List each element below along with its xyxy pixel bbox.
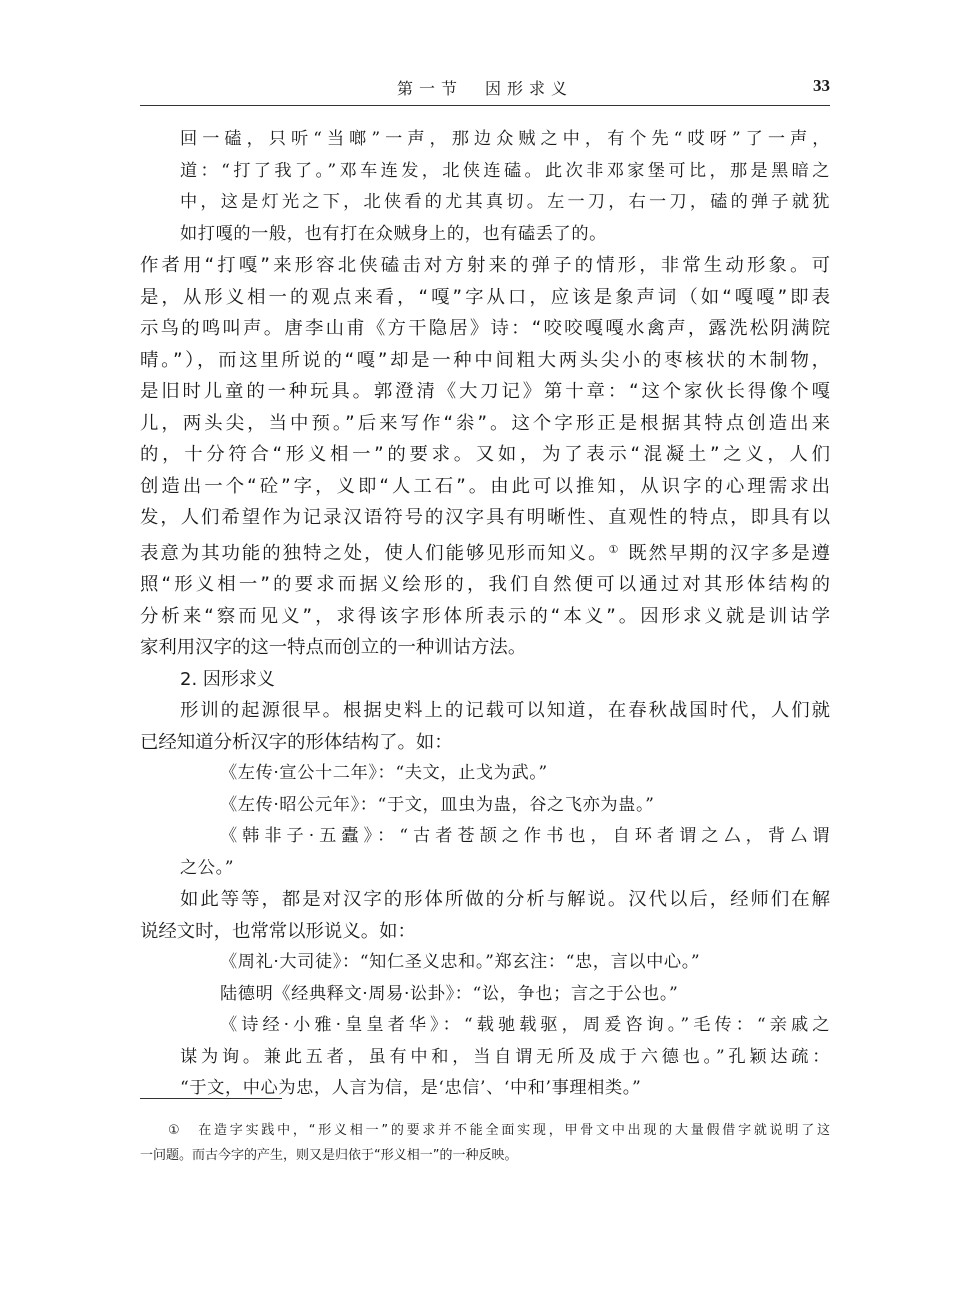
text-line: 家利用汉字的这一特点而创立的一种训诂方法。 (140, 637, 527, 658)
quote-line: 回一磕，只听“当啷”一声，那边众贼之中，有个先“哎呀”了一声， (180, 129, 830, 149)
quote-line: 如打嘎的一般，也有打在众贼身上的，也有磕丢了的。 (180, 223, 607, 244)
text-line: 示鸟的鸣叫声。唐李山甫《方干隐居》诗：“咬咬嘎嘎水禽声，露洗松阴满院 (140, 318, 830, 339)
quote-line: 《韩非子·五蠹》：“古者苍颉之作书也，自环者谓之厶，背厶谓 (220, 826, 830, 846)
block-quote-3 (140, 947, 830, 1105)
header-rule (140, 105, 830, 106)
text-segment: 表意为其功能的独特之处，使人们能够见形而知义。 (140, 542, 609, 564)
text-line: 作者用“打嘎”来形容北侠磕击对方射来的弹子的情形，非常生动形象。可 (140, 255, 830, 276)
body-text (140, 124, 830, 1105)
quote-line: 《周礼·大司徒》：“知仁圣义忠和。”郑玄注：“忠，言以中心。” (220, 952, 701, 972)
paragraph-1 (140, 250, 830, 664)
text-line: 说经文时，也常常以形说义。如： (140, 920, 416, 942)
quote-line: 谋为询。兼此五者，虽有中和，当自谓无所及成于六德也。”孔颖达疏： (180, 1046, 830, 1067)
text-line: 发，人们希望作为记录汉语符号的汉字具有明晰性、直观性的特点，即具有以 (140, 507, 830, 528)
text-line: 已经知道分析汉字的形体结构了。如： (140, 731, 453, 753)
quote-line: 《左传·宣公十二年》：“夫文，止戈为武。” (220, 763, 548, 783)
section-subheading: 2. 因形求义 (180, 668, 275, 690)
running-header-title: 第一节 因形求义 (396, 79, 573, 98)
quote-line: 中，这是灯光之下，北侠看的尤其真切。左一刀，右一刀，磕的弹子就犹 (180, 192, 830, 212)
text-line: 的，十分符合“形义相一”的要求。又如，为了表示“混凝土”之义，人们 (140, 444, 830, 465)
text-line: 是旧时儿童的一种玩具。郭澄清《大刀记》第十章：“这个家伙长得像个嘎 (140, 381, 830, 402)
text-line: 形训的起源很早。根据史料上的记载可以知道，在春秋战国时代，人们就 (180, 700, 830, 721)
block-quote-top (140, 124, 830, 250)
footnote-marker[interactable]: ① (608, 542, 621, 556)
quote-line: 之公。” (180, 857, 235, 878)
paragraph-3 (140, 884, 830, 947)
text-line: 照“形义相一”的要求而据义绘形的，我们自然便可以通过对其形体结构的 (140, 574, 830, 595)
text-line: 晴。”），而这里所说的“嘎”却是一种中间粗大两头尖小的枣核状的木制物， (140, 349, 830, 371)
footnote-line: ① 在造字实践中，“形义相一”的要求并不能全面实现，甲骨文中出现的大量假借字就说明了这 (168, 1123, 830, 1138)
paragraph-2 (140, 695, 830, 758)
quote-line: 道：“打了我了。”邓车连发，北侠连磕。此次非邓家堡可比，那是黑暗之 (180, 160, 830, 181)
block-quote-2 (140, 758, 830, 884)
text-line: 儿，两头尖，当中预。”后来写作“尜”。这个字形正是根据其特点创造出来 (140, 412, 830, 434)
text-line (140, 534, 830, 570)
footnote (140, 1118, 830, 1168)
quote-line: 《左传·昭公元年》：“于文，皿虫为蛊，谷之飞亦为蛊。” (220, 794, 655, 815)
page-number: 33 (813, 76, 830, 95)
footnote-line: 一问题。而古今字的产生，则又是归依于“形义相一”的一种反映。 (140, 1148, 518, 1163)
running-header (140, 76, 830, 100)
quote-line: 《诗经·小雅·皇皇者华》：“载驰载驱，周爰咨询。”毛传：“亲戚之 (220, 1015, 830, 1035)
footnote-rule (140, 1098, 282, 1099)
text-line: 如此等等，都是对汉字的形体所做的分析与解说。汉代以后，经师们在解 (180, 889, 830, 910)
text-line: 是，从形义相一的观点来看，“嘎”字从口，应该是象声词（如“嘎嘎”即表 (140, 286, 830, 308)
text-line: 分析来“察而见义”，求得该字形体所表示的“本义”。因形求义就是训诂学 (140, 605, 830, 627)
text-segment: 既然早期的汉字多是遵 (628, 542, 830, 564)
text-line: 创造出一个“砼”字，义即“人工石”。由此可以推知，从识字的心理需求出 (140, 475, 830, 497)
quote-line: 陆德明《经典释文·周易·讼卦》：“讼，争也；言之于公也。” (220, 983, 679, 1004)
quote-line: “于文，中心为忠，人言为信，是‘忠信’、‘中和’事理相类。” (180, 1078, 642, 1098)
